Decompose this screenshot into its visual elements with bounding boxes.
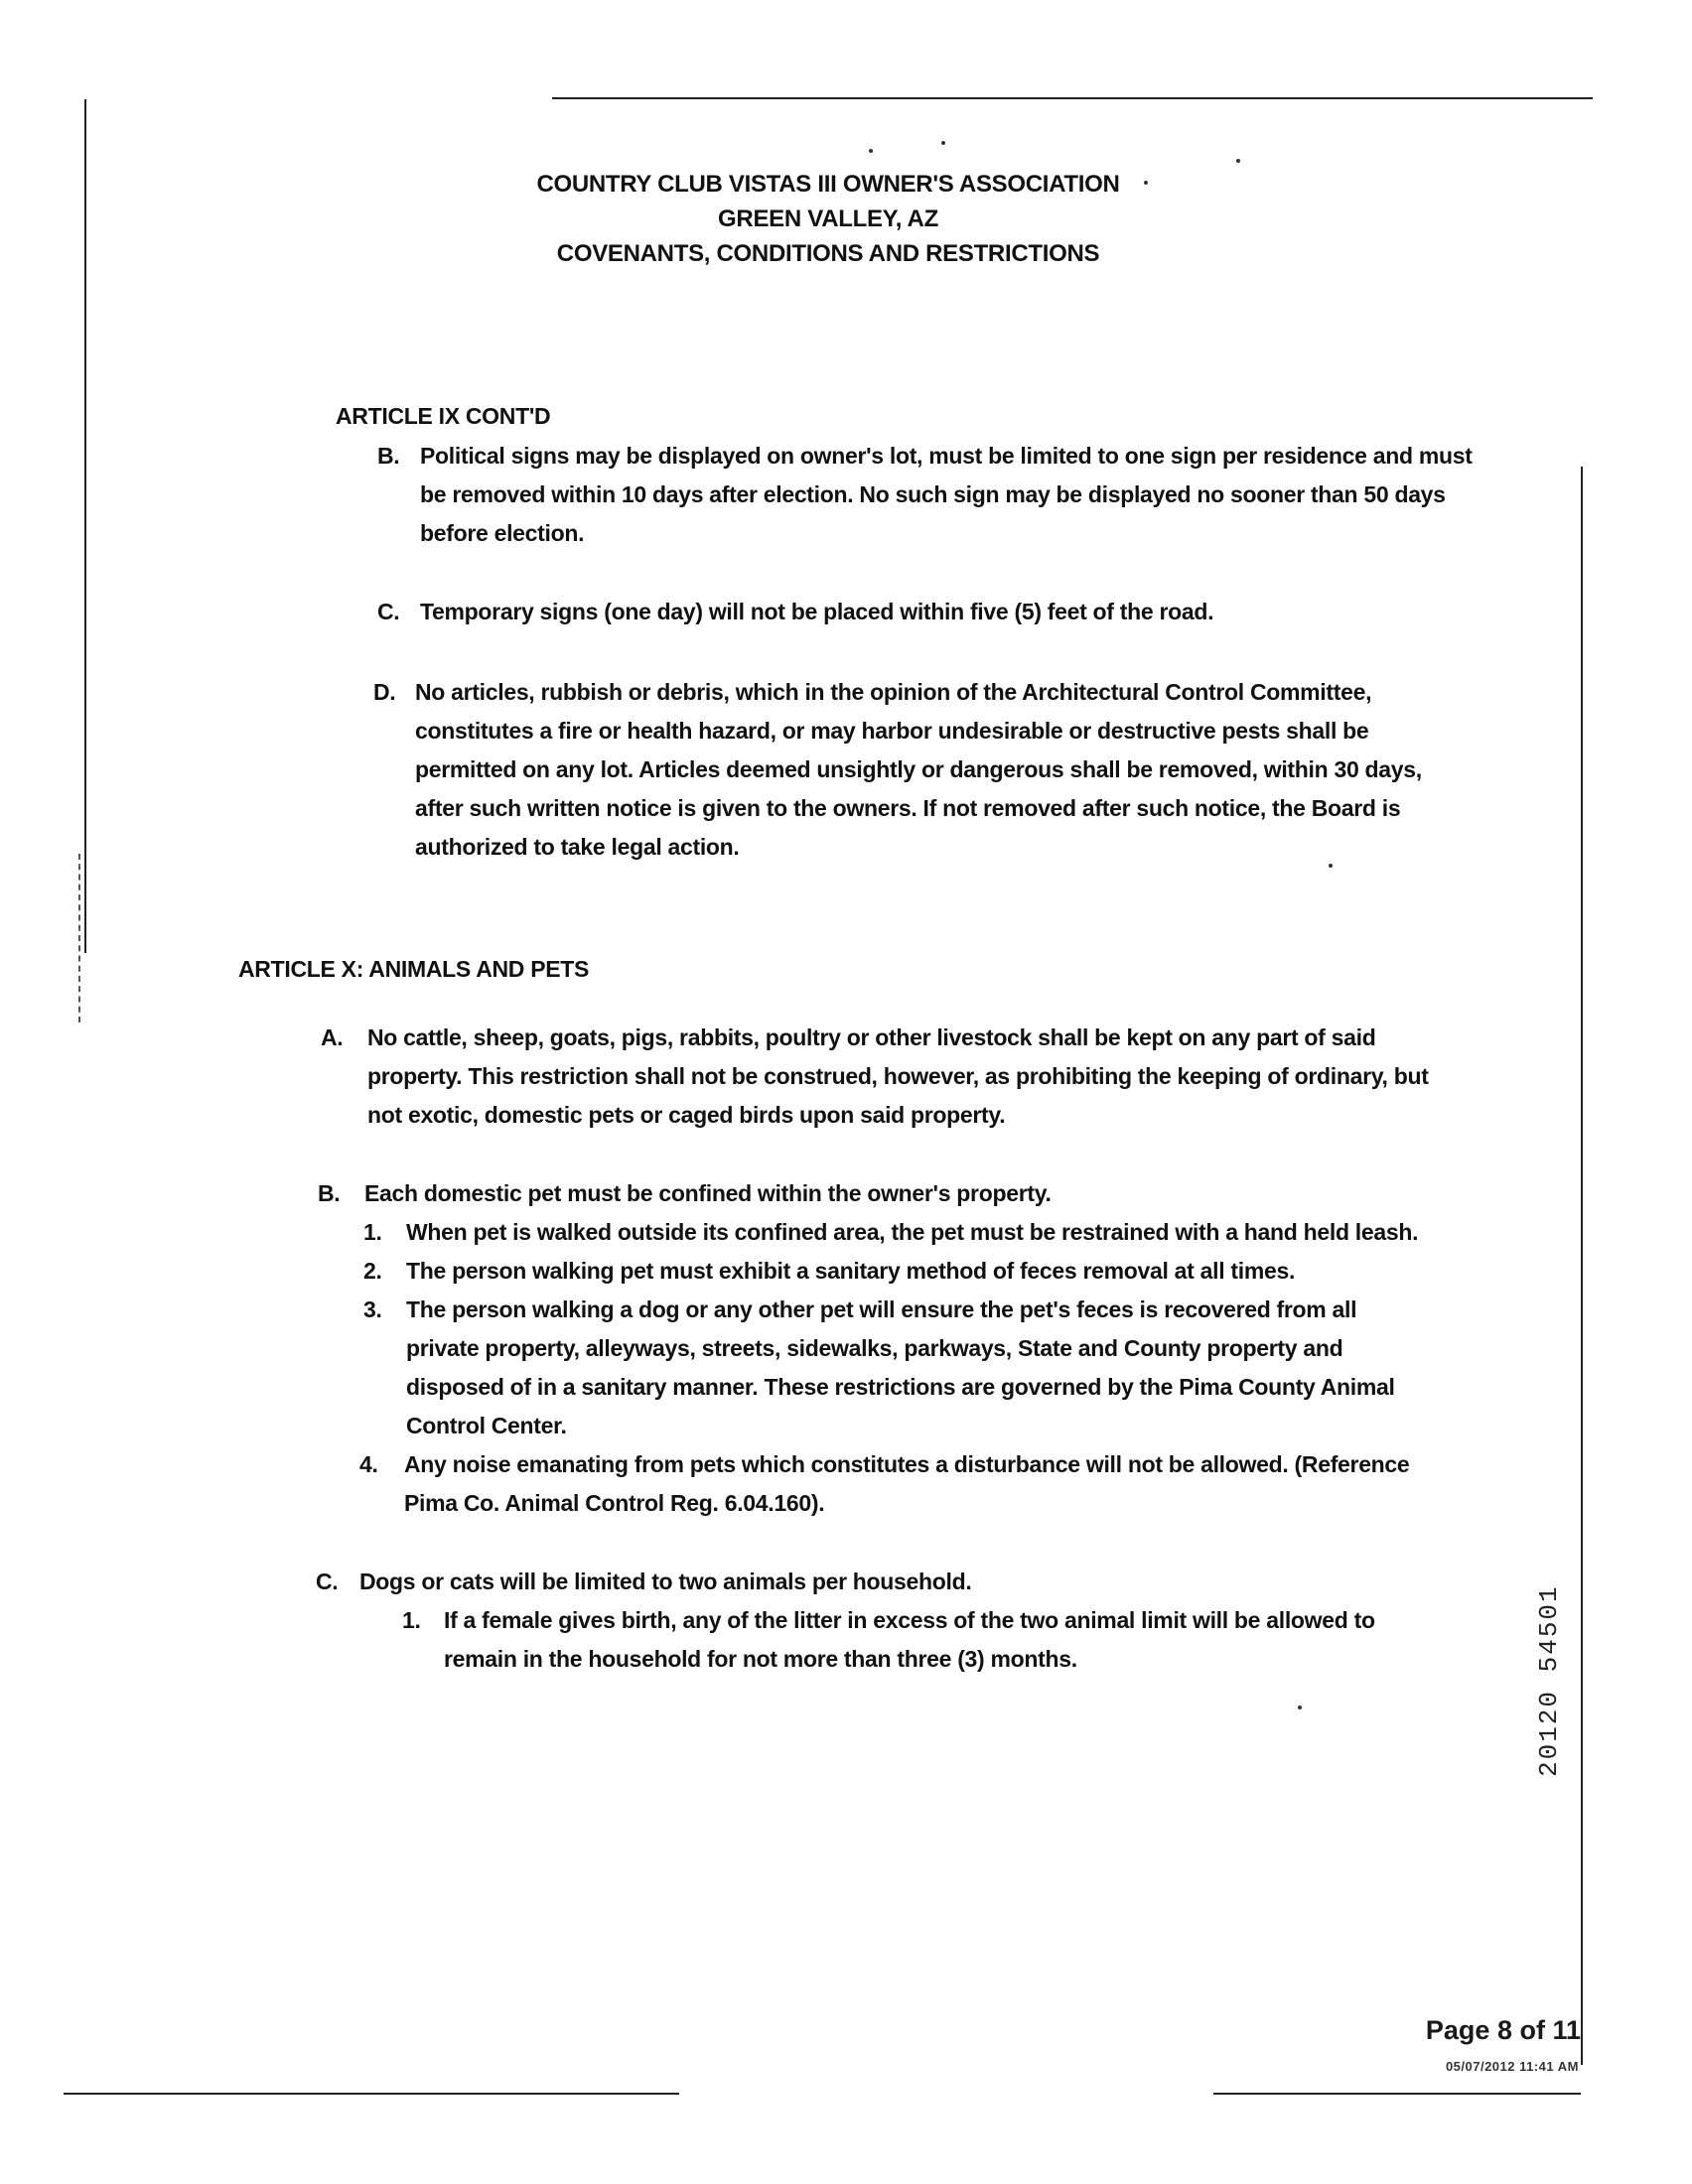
- scan-speck: [869, 149, 873, 153]
- item-label: A.: [321, 1024, 344, 1050]
- article-ix-title: ARTICLE IX CONT'D: [336, 403, 551, 429]
- subitem-text: The person walking a dog or any other pet will ensure the pet's feces is recovered from all private property, alleyways, streets, sidewalks, parkways, State and County property and disposed of in a sanitary manner. These restrictions are governed by the Pima County Animal Control Center.: [406, 1297, 1395, 1438]
- document-header: [0, 167, 1656, 271]
- scan-speck: [941, 141, 945, 145]
- subitem-label: 1.: [363, 1219, 382, 1245]
- item-text: No cattle, sheep, goats, pigs, rabbits, poultry or other livestock shall be kept on any part of said property. This restriction shall not be construed, however, as prohibiting the keeping of ordinary, but not exotic, domestic pets or caged birds upon said property.: [367, 1024, 1429, 1128]
- item-text: Temporary signs (one day) will not be placed within five (5) feet of the road.: [420, 599, 1214, 624]
- subitem-text: When pet is walked outside its confined area, the pet must be restrained with a hand held leash.: [406, 1219, 1419, 1245]
- scan-speck: [1298, 1706, 1302, 1709]
- page-number: Page 8 of 11: [1425, 2015, 1581, 2045]
- association-name: COUNTRY CLUB VISTAS III OWNER'S ASSOCIATION: [536, 171, 1120, 198]
- item-label: C.: [377, 599, 400, 624]
- subitem-label: 1.: [402, 1607, 421, 1633]
- article-x-title: ARTICLE X: ANIMALS AND PETS: [238, 956, 590, 982]
- item-label: C.: [316, 1569, 339, 1594]
- right-margin-line: [1581, 467, 1583, 2065]
- print-timestamp: 05/07/2012 11:41 AM: [1445, 2059, 1579, 2074]
- item-text: Each domestic pet must be confined within the owner's property.: [364, 1180, 1052, 1206]
- bottom-scan-line-right: [1213, 2093, 1581, 2095]
- item-label: D.: [373, 679, 396, 705]
- left-margin-dash: [78, 854, 80, 1023]
- bottom-scan-line-left: [64, 2093, 679, 2095]
- top-scan-line: [552, 97, 1593, 99]
- item-text: No articles, rubbish or debris, which in the opinion of the Architectural Control Committee, constitutes a fire or health hazard, or may harbor undesirable or destructive pests shall be permitted on any lot. Articles deemed unsightly or dangerous shall be removed, within 30 days, after such written notice is given to the owners. If not removed after such notice, the Board is authorized to take legal action.: [415, 679, 1422, 860]
- item-text: Dogs or cats will be limited to two animals per household.: [359, 1569, 972, 1594]
- subitem-text: If a female gives birth, any of the litter in excess of the two animal limit will be allowed to remain in the household for not more than three (3) months.: [444, 1607, 1375, 1672]
- subitem-label: 3.: [363, 1297, 382, 1322]
- recording-stamp: 20120 54501: [1534, 1584, 1564, 1777]
- item-text: Political signs may be displayed on owner's lot, must be limited to one sign per residence and must be removed within 10 days after election. No such sign may be displayed no sooner than 50 days before election.: [420, 443, 1473, 546]
- item-label: B.: [318, 1180, 341, 1206]
- document-title: COVENANTS, CONDITIONS AND RESTRICTIONS: [556, 240, 1100, 267]
- item-label: B.: [377, 443, 400, 469]
- scan-speck: [1236, 159, 1240, 163]
- subitem-label: 2.: [363, 1258, 382, 1284]
- location: GREEN VALLEY, AZ: [718, 205, 938, 232]
- subitem-text: The person walking pet must exhibit a sanitary method of feces removal at all times.: [406, 1258, 1296, 1284]
- subitem-label: 4.: [359, 1451, 378, 1477]
- subitem-text: Any noise emanating from pets which constitutes a disturbance will not be allowed. (Reference Pima Co. Animal Control Reg. 6.04.160).: [404, 1451, 1410, 1516]
